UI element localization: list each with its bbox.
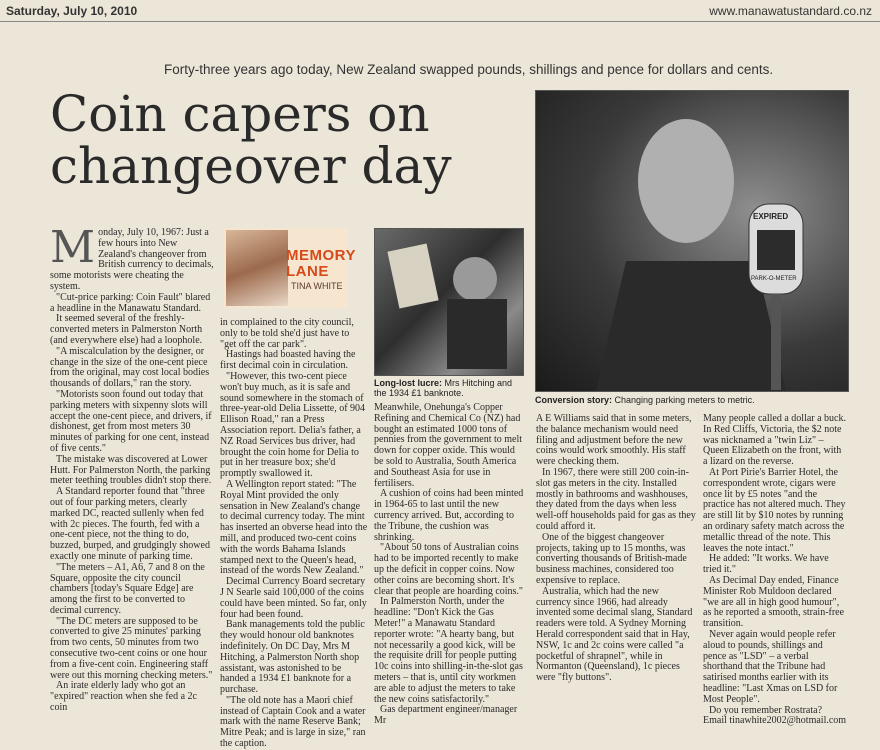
banknote-photo-illustration (375, 229, 523, 375)
parking-meter-drawing (745, 200, 807, 390)
contact-line: Do you remember Rostrata? Email tinawhite2002@hotmail.com (703, 704, 847, 727)
headline-line-1: Coin capers on (50, 85, 430, 143)
paragraph: "However, this two-cent piece won't buy much, as it is safe and sound somewhere in the stomach of three-year-old Delia Lissette, of 904 Ellison Road," ran a Press Association report. Delia's father, a NZ Road Services bus driver, had brought the coin home for Delia to put in her treasure box; she'd promptly swallowed it. (220, 370, 366, 480)
paragraph: Never again would people refer aloud to pounds, shillings and pence as "LSD" – a verbal shorthand that the Tribune had satirised months earlier with its headline: "Last Xmas on LSD for Most People". (703, 628, 838, 705)
paragraph: "The old note has a Maori chief instead of Captain Cook and a water mark with the name Reserve Bank; Mitre Peak; and is large in size," ran the caption. (220, 694, 366, 750)
memory-lane-title (286, 248, 356, 280)
article-column-3 (374, 402, 524, 727)
paragraph: Many people called a dollar a buck. In Red Cliffs, Victoria, the $2 note was nicknamed a "twin Liz" – Queen Elizabeth on the front, with a lizard on the reverse. (703, 413, 846, 468)
paragraph: He added: "It works. We have tried it." (703, 553, 829, 576)
paragraph: Australia, which had the new currency since 1966, had already invented some decimal slang, Standard readers were told. A Sydney Morning Herald correspondent said that in Hay, NSW, 1c and 2c coins were called "a pocketful of shrapnel", while in Normanton (Queensland), 1c pieces were "fly buttons". (536, 585, 693, 684)
memory-title-line-1: MEMORY (286, 247, 356, 264)
meter-label: EXPIRED (753, 212, 789, 221)
paragraph: In Palmerston North, under the headline: "Don't Kick the Gas Meter!" a Manawatu Standard reporter wrote: "A hearty bang, but not necessarily a good kick, will be the requisite drill for people putting 10c coins into shilling-in-the-slot gas meters – that is, until city workmen are able to adjust the meters to take the new coins satisfactorily." (374, 596, 523, 705)
paragraph: In 1967, there were still 200 coin-in-slot gas meters in the city. Installed mostly in bathrooms and washhouses, they dated from the days when less well-off households paid for gas as they could afford it. (536, 466, 696, 532)
article-column-4 (536, 413, 696, 684)
caption-text: Mrs Hitching and the 1934 £1 banknote. (374, 378, 513, 398)
memory-title-line-2: LANE (286, 263, 329, 280)
paragraph: One of the biggest changeover projects, taking up to 15 months, was converting thousands of British-made business machines, considered too expensive to replace. (536, 531, 687, 586)
article-column-1 (50, 222, 214, 714)
paragraph: "Motorists soon found out today that parking meters with sixpenny slots will accept the one-cent piece, and drivers, if dishonest, get from most meters 30 minutes of parking for one cent, instead of five cents." (50, 388, 212, 454)
paragraph: "A miscalculation by the designer, or change in the size of the one-cent piece from the original, may cost local bodies thousands of dollars," ran the story. (50, 345, 210, 390)
article-column-5 (703, 413, 848, 727)
paragraph: As Decimal Day ended, Finance Minister Rob Muldoon declared "we are all in high good humour", as he reported a smooth, strain-free transition. (703, 574, 845, 630)
article-headline (50, 85, 550, 195)
photo-caption-1 (374, 378, 526, 398)
article-subhead: Forty-three years ago today, New Zealand swapped pounds, shillings and pence for dollars and cents. (164, 62, 774, 77)
paragraph: Gas department engineer/manager Mr (374, 704, 518, 727)
paragraph: Meanwhile, Onehunga's Copper Refining and Chemical Co (NZ) had bought an estimated 1000 tons of pennies from the government to melt down for copper oxide. This would be sold to Australia, South America and Southeast Asia for use in fertilisers. (374, 402, 523, 489)
photo-caption-2 (535, 395, 847, 405)
paragraph: Decimal Currency Board secretary J N Searle said 100,000 of the coins could have been minted. So far, only four had been found. (220, 576, 367, 620)
header-rule (0, 21, 880, 22)
paragraph: At Port Pirie's Barrier Hotel, the correspondent wrote, cigars were once lit by £5 notes "and the practice has not altered much. They are still lit by $10 notes by running an ordinary safety match across the metallic thread of the note. This leaves the note intact." (703, 466, 846, 554)
paragraph: Hastings had boasted having the first decimal coin in circulation. (220, 349, 356, 372)
paragraph: "Cut-price parking: Coin Fault" blared a headline in the Manawatu Standard. (50, 291, 211, 314)
banknote-photo (374, 228, 524, 376)
paragraph: It seemed several of the freshly-converted meters in Palmerston North (and everywhere else) had a loophole. (50, 313, 203, 346)
parking-meter (745, 200, 807, 390)
meter-brand: PARK-O-METER (751, 276, 797, 282)
paragraph: A cushion of coins had been minted in 1964-65 to last until the new currency arrived. But, according to the Tribune, the cushion was shrinking. (374, 488, 524, 543)
article-column-2 (220, 317, 368, 750)
drop-cap: M (50, 222, 96, 273)
paragraph: A E Williams said that in some meters, the balance mechanism would need filing and adjustment before the new coins would work smoothly. His staff were checking them. (536, 413, 692, 468)
paragraph: The mistake was discovered at Lower Hutt. For Palmerston North, the parking meter teething troubles didn't stop there. (50, 453, 212, 487)
columnist-photo (226, 230, 288, 306)
caption-lead: Conversion story: (535, 395, 613, 405)
caption-text: Changing parking meters to metric. (614, 395, 755, 405)
site-url: www.manawatustandard.co.nz (709, 4, 872, 18)
paragraph: "The DC meters are supposed to be converted to give 25 minutes' parking from two cents, 50 minutes from two consecutive two-cent coins or one hour from a five-cent coin. Engineering staff were out this morning checking meters." (50, 615, 213, 681)
caption-lead: Long-lost lucre: (374, 378, 442, 388)
paragraph: "About 50 tons of Australian coins had to be imported recently to make up the deficit in copper coins. Now other coins are becoming short. It's clear that people are hoarding coins." (374, 542, 524, 597)
paragraph: A Wellington report stated: "The Royal Mint provided the only sensation in New Zealand's change to decimal currency today. The mint has inserted an obverse head into the mill, and produced two-cent coins with the words Bahama Islands stamped next to the Queen's head, instead of the words New Zealand." (220, 478, 368, 577)
paragraph: A Standard reporter found that "three out of four parking meters, clearly marked DC, reacted sullenly when fed with 2c pieces. The fourth, fed with a one-cent piece, not the thing to do, buzzed, burped, and grudgingly showed exactly one minute of parking time. (50, 486, 210, 562)
page-date: Saturday, July 10, 2010 (6, 4, 138, 18)
paragraph: "The meters – A1, A6, 7 and 8 on the Square, opposite the city council chambers [today's Square Edge] are among the first to be converted to decimal currency. (50, 561, 205, 616)
paragraph: onday, July 10, 1967: Just a few hours into New Zealand's changeover from British currency to decimals, some motorists were cheating the system. (50, 227, 214, 292)
headline-line-2: changeover day (50, 137, 452, 195)
paragraph: Bank managements told the public they would honour old banknotes indefinitely. On DC Day, Mrs M Hitching, a Palmerston North shop assistant, was astonished to be handed a 1934 £1 banknote for a purchase. (220, 619, 365, 696)
paragraph: in complained to the city council, only to be told she'd just have to "get off the car park". (220, 317, 354, 350)
paragraph: An irate elderly lady who got an "expired" reaction when she fed a 2c coin (50, 680, 197, 714)
columnist-byline: TINA WHITE (291, 281, 343, 291)
